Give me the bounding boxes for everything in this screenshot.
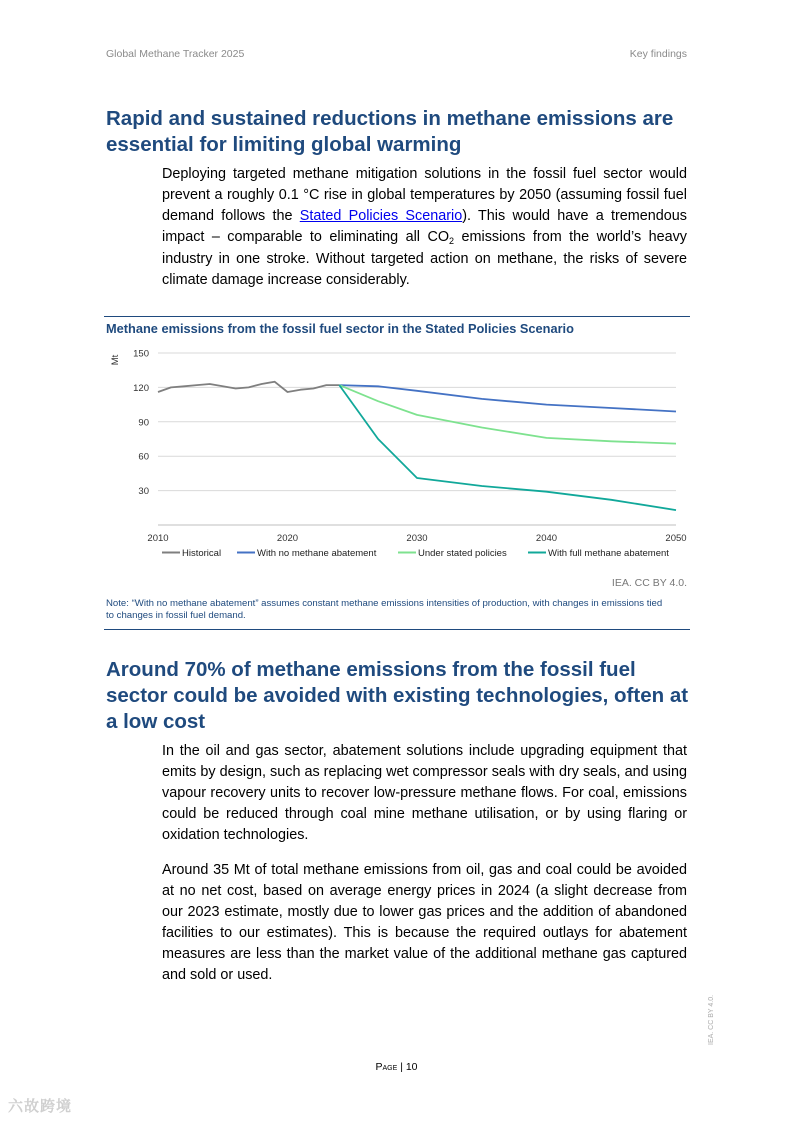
running-header-section: Key findings — [629, 48, 687, 60]
figure-credit: IEA. CC BY 4.0. — [611, 577, 687, 589]
x-tick-label-2020: 2020 — [276, 533, 299, 544]
page-separator: | — [400, 1061, 403, 1073]
y-tick-label-150: 150 — [133, 348, 149, 360]
section-title-warming: Rapid and sustained reductions in methane emissions are essential for limiting global warming — [106, 107, 674, 156]
abatement-solutions-paragraph: In the oil and gas sector, abatement solutions include upgrading equipment that emits by design, such as replacing wet compressor seals with dry seals, and using vapour recovery units to recover low-pressure methane flows. For coal, emissions could be reduced through coal mine methane utilisation, or by using flaring or oxidation technologies. — [162, 743, 687, 843]
no-net-cost-paragraph: Around 35 Mt of total methane emissions from oil, gas and coal could be avoided at no net cost, based on average energy prices in 2024 (a slight decrease from our 2023 estimate, mostly due to lower gas prices and the addition of abandoned facilities to our estimates). This is because the required outlays for abatement measures are less than the market value of the additional methane gas captured and sold or used. — [162, 862, 687, 983]
y-tick-label-120: 120 — [133, 382, 149, 394]
series-line-historical — [158, 382, 339, 392]
stated-policies-scenario-link[interactable]: Stated Policies Scenario — [299, 208, 463, 224]
page-footer — [0, 1061, 793, 1073]
watermark-logo: 六故跨境 — [8, 1098, 73, 1115]
intro-paragraph: Deploying targeted methane mitigation solutions in the fossil fuel sector would prevent a roughly 0.1 °C rise in global temperatures by 2050 (assuming fossil fuel demand follows the Stated Policies Scenario). This would have a tremendous impact – comparable to eliminating all $CO_2$ emissions from the world’s heavy industry in one stroke. Without targeted action on methane, the risks of severe climate damage increase considerably. — [162, 166, 687, 288]
figure-title: Methane emissions from the fossil fuel sector in the Stated Policies Scenario — [106, 321, 574, 336]
x-tick-label-2010: 2010 — [147, 533, 169, 544]
series-line-with-full-methane-abatement — [339, 385, 676, 510]
section-title-abatement: Around 70% of methane emissions from the fossil fuel sector could be avoided with existing technologies, often at a low cost — [106, 658, 689, 733]
page-number: 10 — [405, 1061, 418, 1073]
side-license-credit: IEA. CC BY 4.0. — [708, 994, 715, 1045]
figure-top-rule — [104, 316, 690, 317]
page-label: Page — [375, 1061, 398, 1073]
x-tick-label-2030: 2030 — [406, 533, 428, 544]
legend-label-historical: Historical — [182, 548, 222, 559]
figure-note: Note: “With no methane abatement” assumes constant methane emissions intensities of production, with changes in emissions tied to changes in fossil fuel demand. — [106, 598, 663, 621]
running-header-title: Global Methane Tracker 2025 — [106, 48, 245, 60]
series-line-with-no-methane-abatement — [339, 385, 676, 411]
y-tick-label-60: 60 — [138, 451, 149, 463]
legend-label-with-full-methane-abatement: With full methane abatement — [548, 548, 669, 559]
x-tick-label-2040: 2040 — [535, 533, 558, 544]
methane-emissions-line-chart — [100, 340, 700, 572]
y-tick-label-30: 30 — [138, 486, 149, 498]
y-tick-label-90: 90 — [138, 417, 149, 429]
legend-label-with-no-methane-abatement: With no methane abatement — [257, 548, 377, 559]
y-axis-label: Mt — [110, 354, 121, 366]
series-line-under-stated-policies — [339, 385, 676, 444]
figure-bottom-rule — [104, 629, 690, 630]
legend-label-under-stated-policies: Under stated policies — [418, 548, 507, 559]
x-tick-label-2050: 2050 — [665, 533, 687, 544]
